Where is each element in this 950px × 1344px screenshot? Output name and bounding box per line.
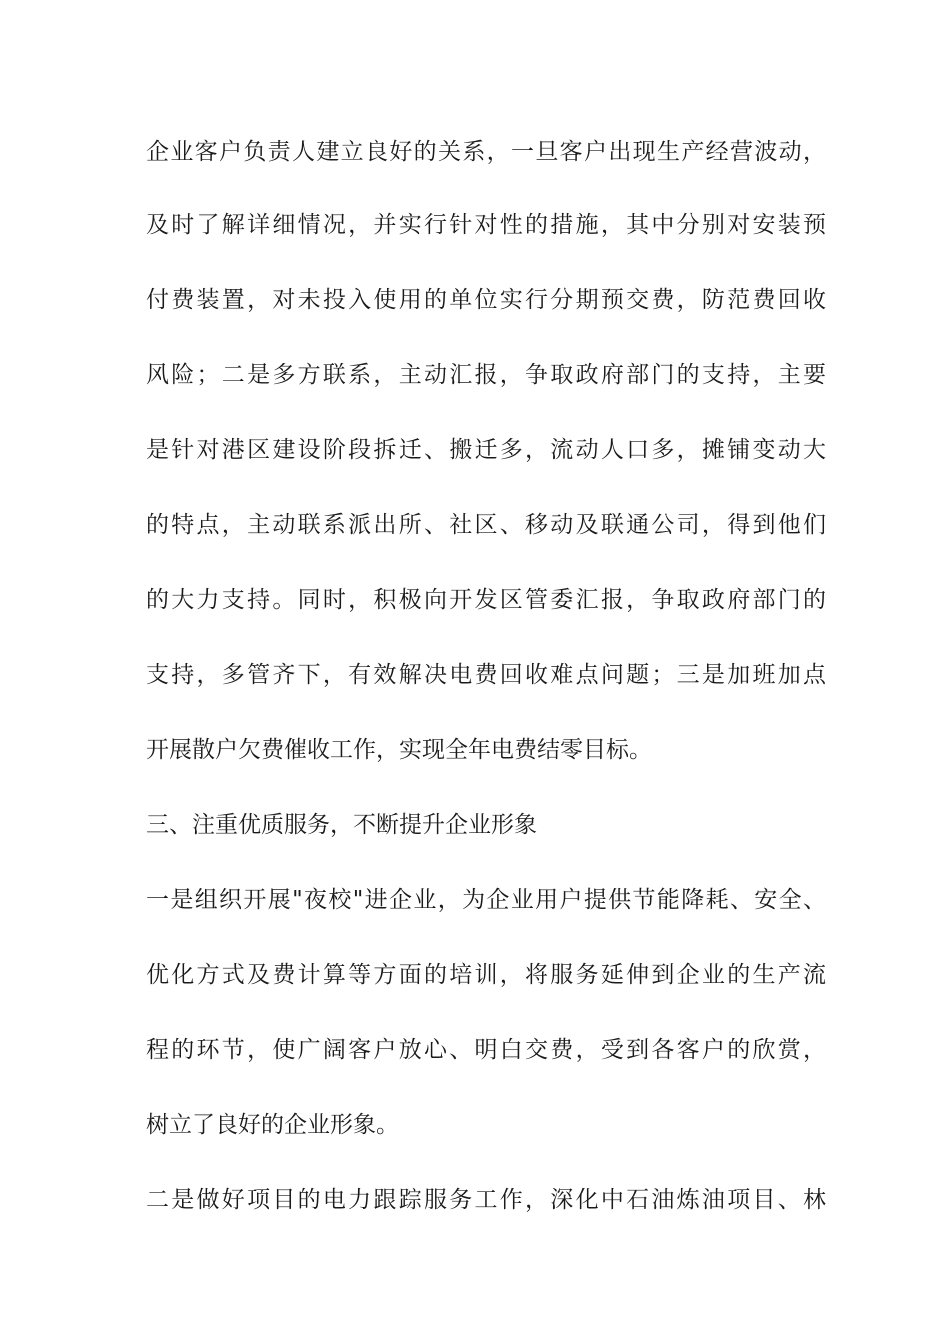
paragraph-line: 企业客户负责人建立良好的关系，一旦客户出现生产经营波动，: [146, 139, 826, 165]
paragraph-line: 的特点，主动联系派出所、社区、移动及联通公司，得到他们: [146, 512, 826, 538]
paragraph-line: 支持，多管齐下，有效解决电费回收难点问题；三是加班加点: [146, 662, 826, 688]
paragraph-line: 优化方式及费计算等方面的培训，将服务延伸到企业的生产流: [146, 962, 826, 988]
paragraph-line: 及时了解详细情况，并实行针对性的措施，其中分别对安装预: [146, 212, 826, 238]
section-heading: 三、注重优质服务，不断提升企业形象: [146, 812, 537, 838]
paragraph-line: 二是做好项目的电力跟踪服务工作，深化中石油炼油项目、林: [146, 1187, 826, 1213]
paragraph-line: 付费装置，对未投入使用的单位实行分期预交费，防范费回收: [146, 287, 826, 313]
paragraph-line: 程的环节，使广阔客户放心、明白交费，受到各客户的欣赏，: [146, 1037, 826, 1063]
paragraph-line: 树立了良好的企业形象。: [146, 1112, 399, 1138]
paragraph-line: 风险；二是多方联系，主动汇报，争取政府部门的支持，主要: [146, 362, 826, 388]
paragraph-line: 一是组织开展"夜校"进企业，为企业用户提供节能降耗、安全、: [146, 887, 826, 913]
paragraph-line: 开展散户欠费催收工作，实现全年电费结零目标。: [146, 737, 652, 763]
paragraph-line: 是针对港区建设阶段拆迁、搬迁多，流动人口多，摊铺变动大: [146, 437, 826, 463]
paragraph-line: 的大力支持。同时，积极向开发区管委汇报，争取政府部门的: [146, 587, 826, 613]
